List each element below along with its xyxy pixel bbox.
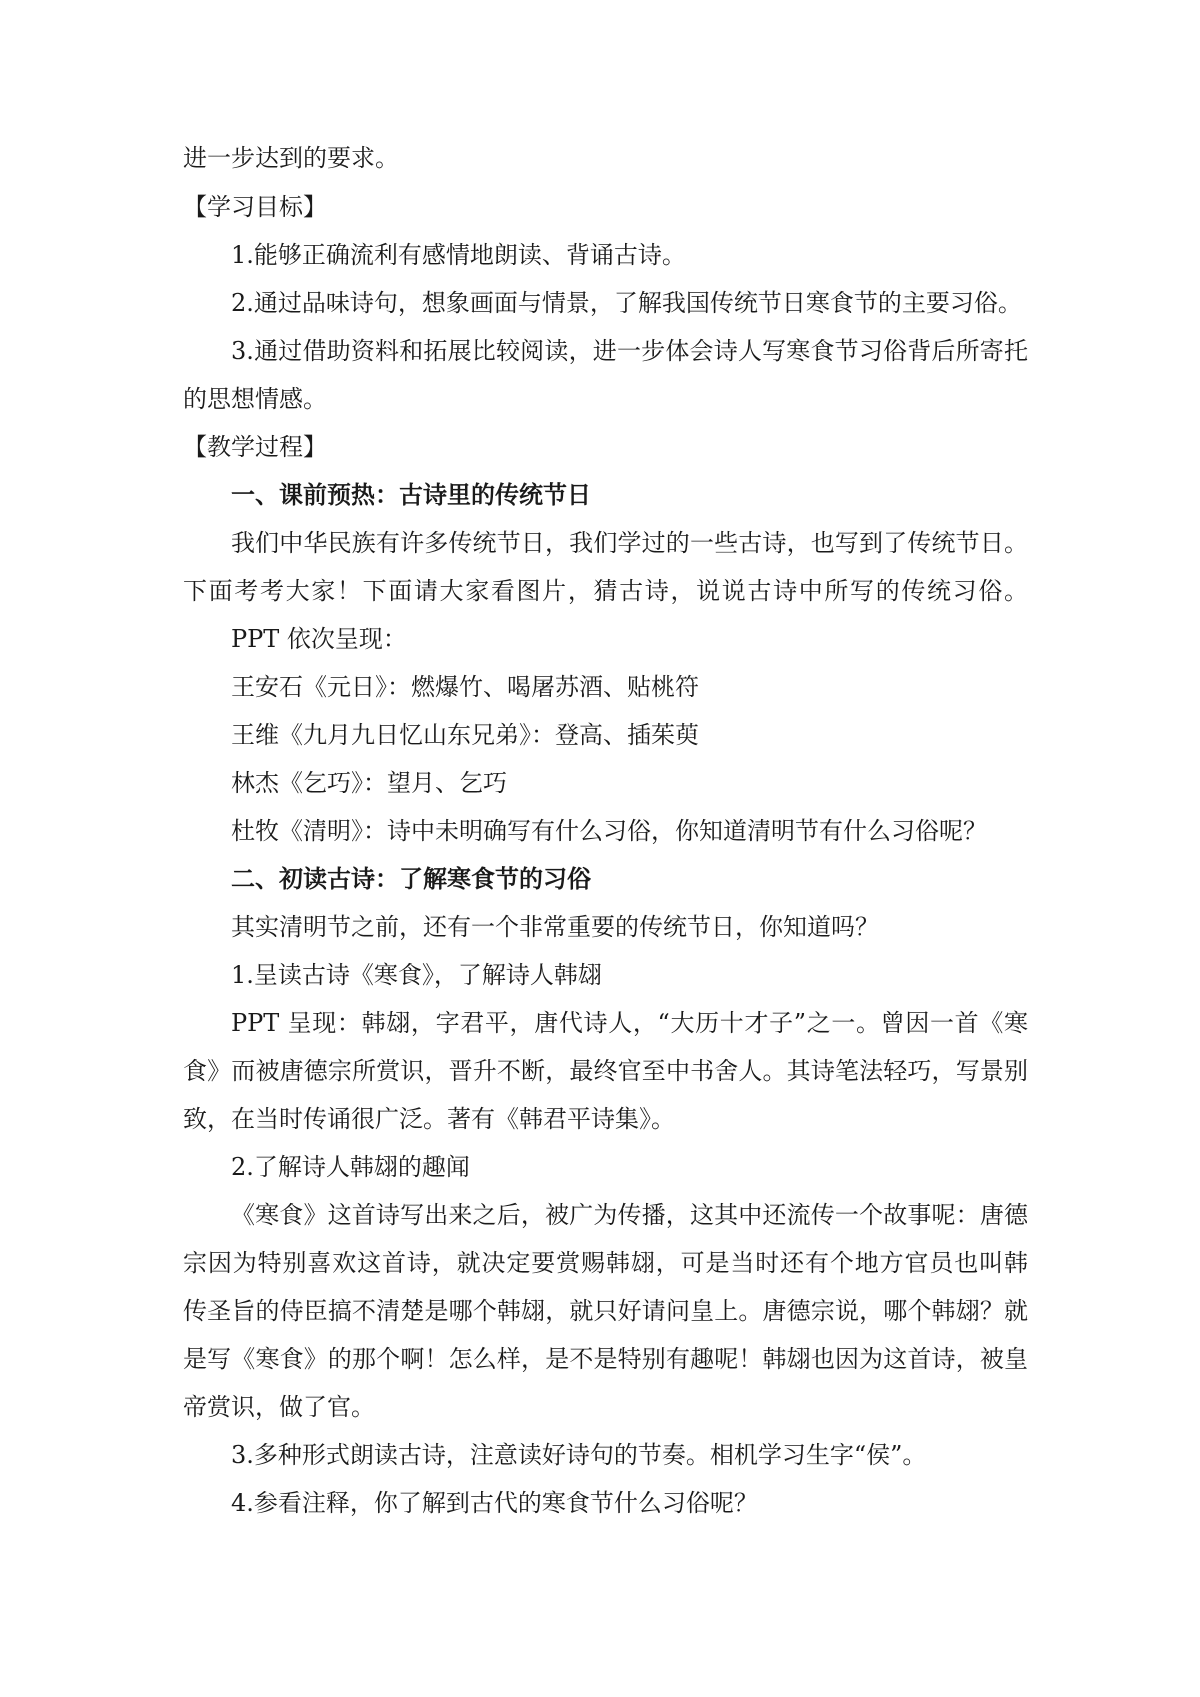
question-line: 其实清明节之前，还有一个非常重要的传统节日，你知道吗？ — [231, 913, 879, 941]
objectives-heading: 【学习目标】 — [183, 193, 327, 221]
intro-tail: 进一步达到的要求。 — [183, 144, 399, 172]
step-item: 4.参看注释，你了解到古代的寒食节什么习俗呢？ — [231, 1489, 758, 1517]
ppt-line: 致，在当时传诵很广泛。著有《韩君平诗集》。 — [183, 1105, 675, 1133]
ppt-intro: PPT 依次呈现： — [231, 625, 407, 653]
paragraph-line: 我们中华民族有许多传统节日，我们学过的一些古诗，也写到了传统节日。 — [231, 529, 1028, 557]
poem-item: 杜牧《清明》：诗中未明确写有什么习俗，你知道清明节有什么习俗呢？ — [231, 817, 987, 845]
story-line: 传圣旨的侍臣搞不清楚是哪个韩翃，就只好请问皇上。唐德宗说，哪个韩翃？就 — [183, 1297, 1028, 1325]
story-line: 是写《寒食》的那个啊！怎么样，是不是特别有趣呢！韩翃也因为这首诗，被皇 — [183, 1345, 1028, 1373]
section-title: 二、初读古诗：了解寒食节的习俗 — [231, 864, 591, 893]
section-title: 一、课前预热：古诗里的传统节日 — [231, 480, 591, 509]
objective-item: 1.能够正确流利有感情地朗读、背诵古诗。 — [231, 241, 686, 269]
step-item: 1.呈读古诗《寒食》，了解诗人韩翃 — [231, 961, 602, 989]
story-line: 帝赏识，做了官。 — [183, 1393, 375, 1421]
step-item: 2.了解诗人韩翃的趣闻 — [231, 1153, 470, 1181]
objective-item-continued: 的思想情感。 — [183, 385, 327, 413]
poem-item: 王安石《元日》：燃爆竹、喝屠苏酒、贴桃符 — [231, 673, 699, 701]
paragraph-line: 下面考考大家！下面请大家看图片，猜古诗，说说古诗中所写的传统习俗。 — [183, 577, 1028, 605]
story-line: 宗因为特别喜欢这首诗，就决定要赏赐韩翃，可是当时还有个地方官员也叫韩 — [183, 1249, 1028, 1277]
step-item: 3.多种形式朗读古诗，注意读好诗句的节奏。相机学习生字“侯”。 — [231, 1441, 927, 1469]
ppt-line: 食》而被唐德宗所赏识，晋升不断，最终官至中书舍人。其诗笔法轻巧，写景别 — [183, 1057, 1028, 1085]
process-heading: 【教学过程】 — [183, 433, 327, 461]
ppt-line: PPT 呈现：韩翃，字君平，唐代诗人，“大历十才子”之一。曾因一首《寒 — [231, 1009, 1028, 1037]
poem-item: 林杰《乞巧》：望月、乞巧 — [231, 769, 507, 797]
objective-item: 3.通过借助资料和拓展比较阅读，进一步体会诗人写寒食节习俗背后所寄托 — [231, 337, 1028, 365]
poem-item: 王维《九月九日忆山东兄弟》：登高、插茱萸 — [231, 721, 699, 749]
objective-item: 2.通过品味诗句，想象画面与情景，了解我国传统节日寒食节的主要习俗。 — [231, 289, 1022, 317]
story-line: 《寒食》这首诗写出来之后，被广为传播，这其中还流传一个故事呢：唐德 — [231, 1201, 1028, 1229]
